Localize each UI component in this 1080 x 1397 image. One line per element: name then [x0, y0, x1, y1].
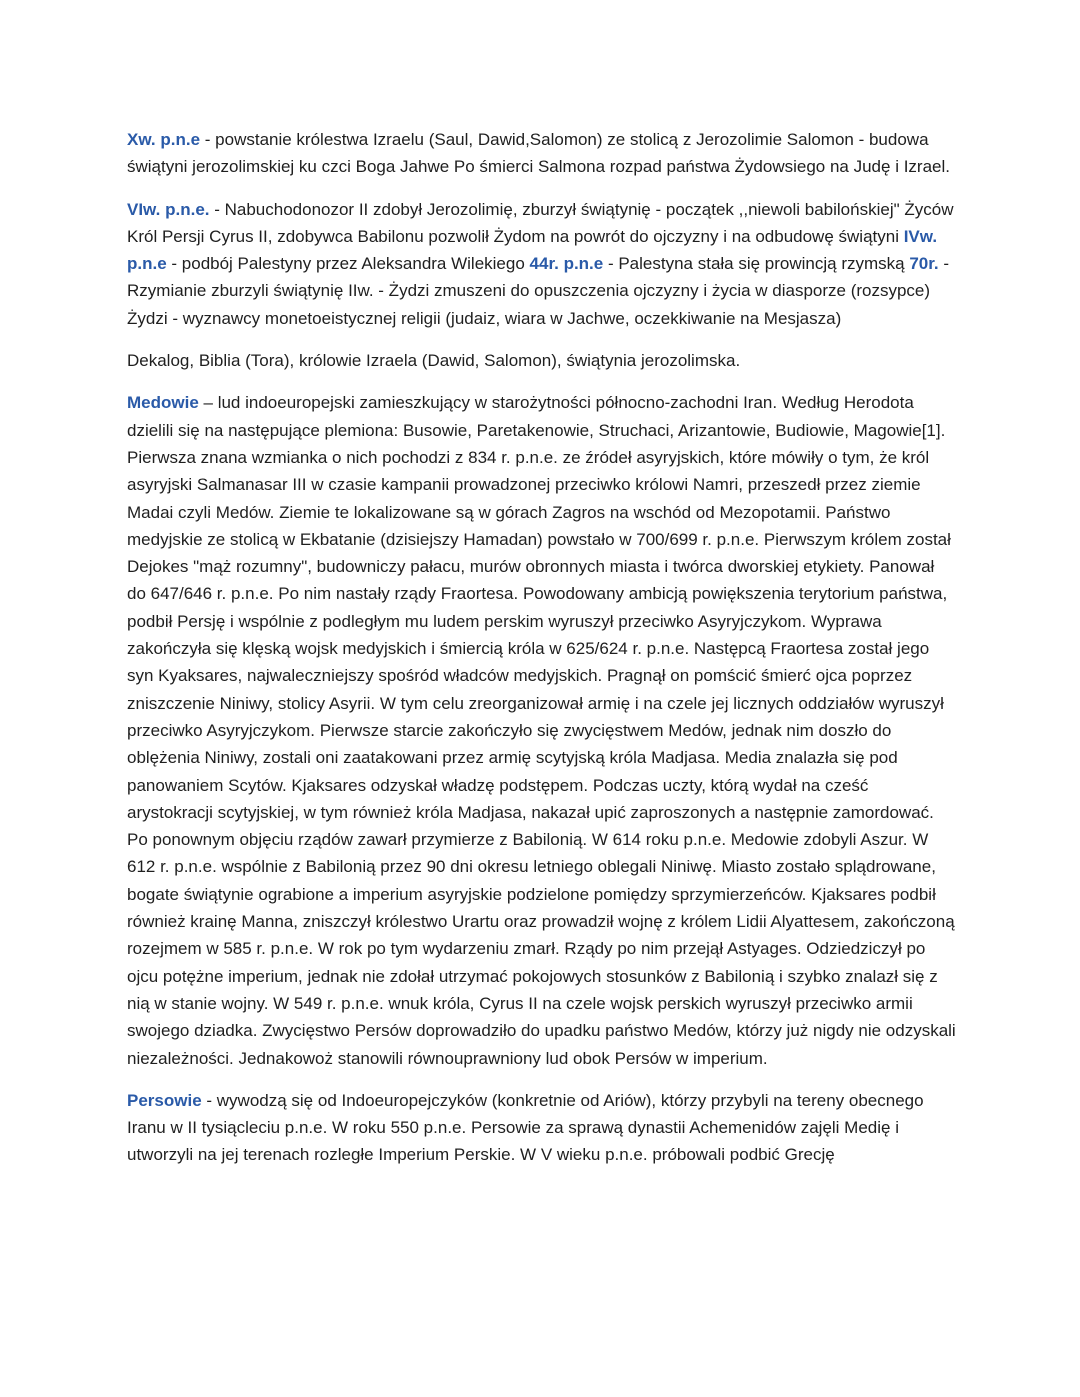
paragraph-summary [127, 347, 957, 374]
paragraph-text: - Palestyna stała się prowincją rzymską [603, 254, 910, 274]
paragraph-text: - wywodzą się od Indoeuropejczyków (konkretnie od Ariów), którzy przybyli na tereny obecnego Iranu w II tysiącleciu p.n.e. W roku 550 p.n.e. Persowie za sprawą dynastii Achemenidów zajęli Medię i utworzyli na jej terenach rozległe Imperium Perskie. W V wieku p.n.e. próbowali podbić Grecję [127, 1090, 924, 1165]
document-page [127, 126, 957, 1184]
paragraph-text: - Nabuchodonozor II zdobył Jerozolimię, zburzył świątynię - początek ,,niewoli babilońskiej" Życów Król Persji Cyrus II, zdobywca Babilonu pozwolił Żydom na powrót do ojczyzny i na odbudowę świątyni [127, 199, 954, 246]
date-heading: VIw. p.n.e. [127, 199, 210, 219]
date-heading: 44r. p.n.e [529, 254, 604, 274]
date-heading: Xw. p.n.e [127, 130, 201, 149]
paragraph-medes [127, 389, 957, 1071]
paragraph-text: - Rzymianie zburzyli świątynię IIw. - Żydzi zmuszeni do opuszczenia ojczyzny i życia w diasporze (rozsypce) Żydzi - wyznawcy monetoeistycznej religii (judaiz, wiara w Jachwe, oczekkiwanie na Mesjasza) [127, 254, 950, 328]
term-heading: Persowie [127, 1090, 202, 1110]
paragraph-israel-kingdom [127, 126, 957, 181]
paragraph-persians [127, 1087, 957, 1169]
term-heading: Medowie [127, 393, 199, 413]
paragraph-text: – lud indoeuropejski zamieszkujący w starożytności północno-zachodni Iran. Według Herodota dzielili się na następujące plemiona: Busowie, Paretakenowie, Struchaci, Arizantowie, Budiowie, Magowie[1]. Pierwsza znana wzmianka o nich pochodzi z 834 r. p.n.e. ze źródeł asyryjskich, które mówiły o tym, że król asyryjski Salmanasar III w czasie kampanii prowadzonej przeciwko królowi Namri, przeszedł przez ziemie Madai czyli Medów. Ziemie te lokalizowane są w górach Zagros na wschód od Mezopotamii. Państwo medyjskie ze stolicą w Ekbatanie (dzisiejszy Hamadan) powstało w 700/699 r. p.n.e. Pierwszym królem został Dejokes "mąż rozumny", budowniczy pałacu, murów obronnych miasta i twórca dworskiej etykiety. Panował do 647/646 r. p.n.e. Po nim nastały rządy Fraortesa. Powodowany ambicją powiększenia terytorium państwa, podbił Persję i wspólnie z podległym mu ludem perskim wyruszył przeciwko Asyryjczykom. Wyprawa zakończyła się klęską wojsk medyjskich i śmiercią króla w 625/624 r. p.n.e. Następcą Fraortesa został jego syn Kyaksares, najwaleczniejszy spośród władców medyjskich. Pragnął on pomścić śmierć ojca poprzez zniszczenie Niniwy, stolicy Asyrii. W tym celu zreorganizował armię i na czele jej licznych oddziałów wyruszył przeciwko Asyryjczykom. Pierwsze starcie zakończyło się zwycięstwem Medów, jednak nim doszło do oblężenia Niniwy, zostali oni zaatakowani przez armię scytyjską króla Madjasa. Media znalazła się pod panowaniem Scytów. Kjaksares odzyskał władzę podstępem. Podczas uczty, którą wydał na cześć arystokracji scytyjskiej, w tym również króla Madjasa, nakazał upić zaproszonych a następnie zamordować. Po ponownym objęciu rządów zawarł przymierze z Babilonią. W 614 roku p.n.e. Medowie zdobyli Aszur. W 612 r. p.n.e. wspólnie z Babilonią przez 90 dni okresu letniego oblegali Niniwę. Miasto zostało splądrowane, bogate świątynie ograbione a imperium asyryjskie podzielone pomiędzy sprzymierzeńców. Kjaksares podbił również krainę Manna, zniszczył królestwo Urartu oraz prowadził wojnę z królem Lidii Alyattesem, zakończoną rozejmem w 585 r. p.n.e. W rok po tym wydarzeniu zmarł. Rządy po nim przejął Astyages. Odziedziczył po ojcu potężne imperium, jednak nie zdołał utrzymać pokojowych stosunków z Babilonią i szybko znalazł się z nią w stanie wojny. W 549 r. p.n.e. wnuk króla, Cyrus II na czele wojsk perskich wyruszył przeciwko armii swojego dziadka. Zwycięstwo Persów doprowadziło do upadku państwo Medów, którzy już nigdy nie odzyskali niezależności. Jednakowoż stanowili równouprawniony lud obok Persów w imperium. [127, 393, 956, 1068]
date-heading: IVw. p.n.e [127, 226, 938, 274]
paragraph-text: - powstanie królestwa Izraelu (Saul, Dawid,Salomon) ze stolicą z Jerozolimie Salomon - budowa świątyni jerozolimskiej ku czci Boga Jahwe Po śmierci Salmona rozpad państwa Żydowsiego na Judę i Izrael. [127, 130, 950, 177]
paragraph-babylonian-captivity [127, 196, 957, 332]
date-heading: 70r. [909, 254, 939, 274]
paragraph-text: Dekalog, Biblia (Tora), królowie Izraela (Dawid, Salomon), świątynia jerozolimska. [127, 351, 741, 371]
paragraph-text: - podbój Palestyny przez Aleksandra Wilekiego [166, 254, 530, 274]
